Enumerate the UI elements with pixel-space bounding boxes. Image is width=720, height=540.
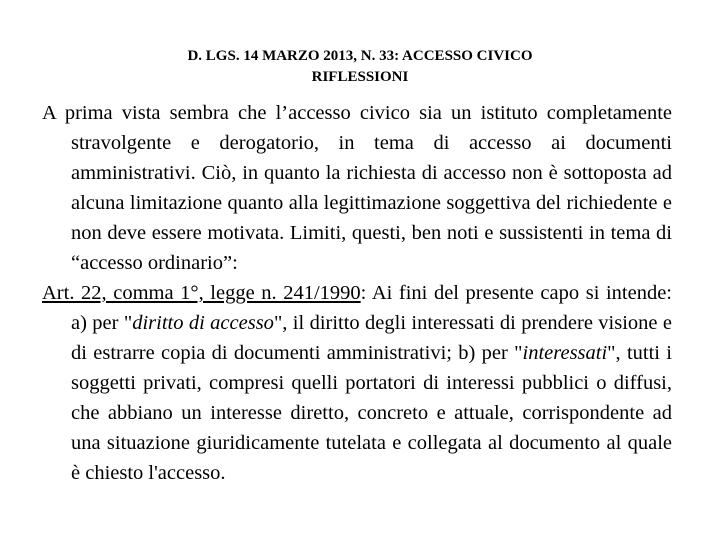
title-line-1: D. LGS. 14 MARZO 2013, N. 33: ACCESSO CIVICO [187,48,533,64]
slide-body [42,98,672,488]
paragraph-text-a: : Ai fini del presente capo si intende: a) per " [71,282,672,334]
title-line-2: RIFLESSIONI [311,69,409,85]
paragraph-accesso-civico: A prima vista sembra che l’accesso civico sia un istituto completamente stravolgente e derogatorio, in tema di accesso ai documenti amministrativi. Ciò, in quanto la richiesta di accesso non è sottoposta ad alcuna limitazione quanto alla legittimazione soggettiva del richiedente e non deve essere motivata. Limiti, questi, ben noti e sussistenti in tema di “accesso ordinario”: [42,102,672,274]
slide-title [0,46,720,88]
paragraph-text-c: ", tutti i soggetti privati, compresi quelli portatori di interessi pubblici o diffusi, che abbiano un interesse diretto, concreto e attuale, corrispondente ad una situazione giuridicamente tutelata e collegata al documento al quale è chiesto l'accesso. [71,342,672,484]
term-interessati: interessati [522,342,608,364]
legal-reference: Art. 22, comma 1°, legge n. 241/1990 [42,282,361,304]
term-diritto-di-accesso: diritto di accesso [132,312,274,334]
paragraph-text-b: ", il diritto degli interessati di prendere visione e di estrarre copia di documenti amministrativi; b) per " [71,312,672,364]
paragraph-legge-241 [42,278,672,488]
